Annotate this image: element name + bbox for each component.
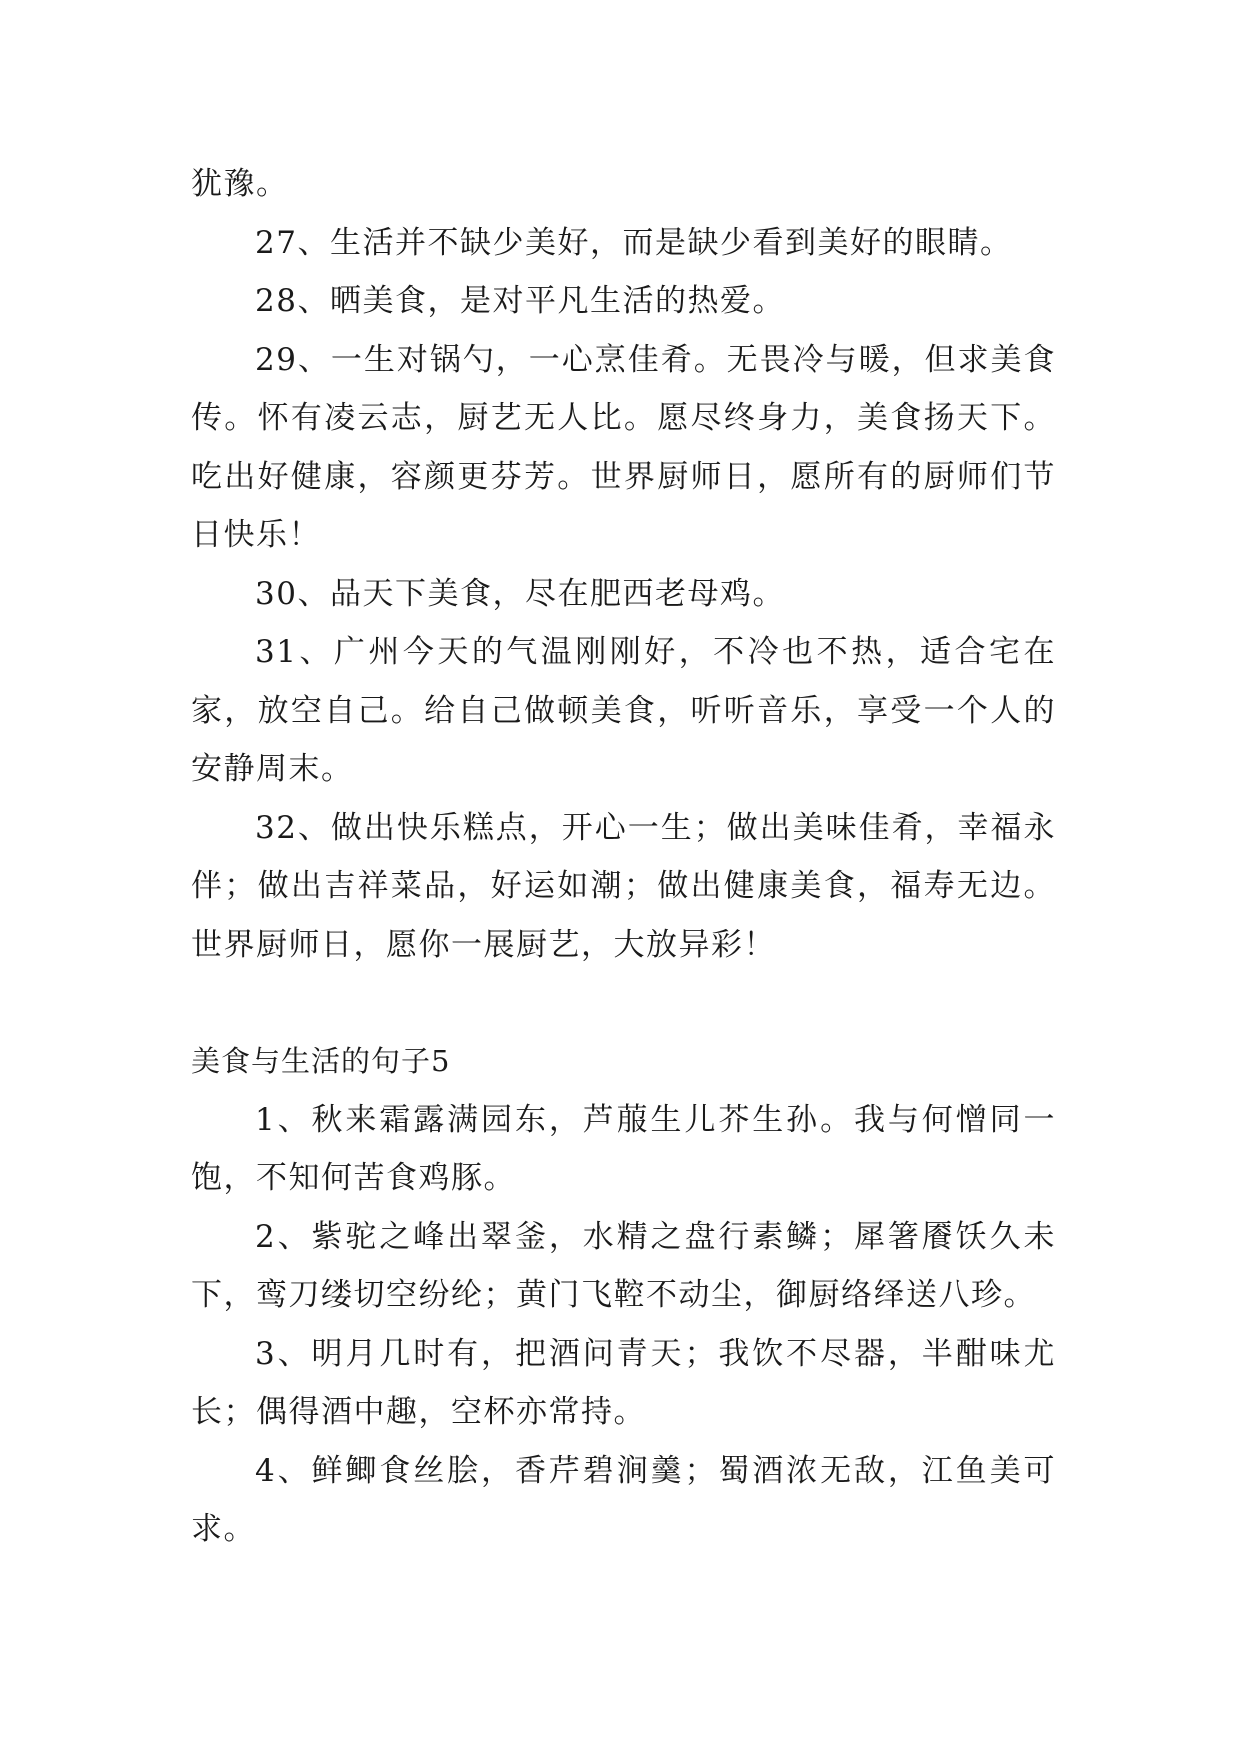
text-column bbox=[191, 155, 1056, 1559]
list-item: 30、品天下美食，尽在肥西老母鸡。 bbox=[255, 575, 785, 612]
continuation-text: 犹豫。 bbox=[191, 166, 289, 202]
list-item: 28、晒美食，是对平凡生活的热爱。 bbox=[255, 283, 785, 319]
list-item: 29、一生对锅勺，一心烹佳肴。无畏冷与暖，但求美食传。怀有凌云志，厨艺无人比。愿尽终身力，美食扬天下。吃出好健康，容颜更芬芳。世界厨师日，愿所有的厨师们节日快乐！ bbox=[191, 341, 1056, 553]
list-item: 1、秋来霜露满园东，芦菔生儿芥生孙。我与何憎同一饱，不知何苦食鸡豚。 bbox=[191, 1101, 1056, 1196]
list-item: 4、鲜鲫食丝脍，香芹碧涧羹；蜀酒浓无敌，江鱼美可求。 bbox=[191, 1452, 1056, 1547]
section-heading: 美食与生活的句子5 bbox=[191, 1044, 451, 1078]
list-item: 31、广州今天的气温刚刚好，不冷也不热，适合宅在家，放空自己。给自己做顿美食，听听音乐，享受一个人的安静周末。 bbox=[191, 634, 1056, 787]
list-item: 27、生活并不缺少美好，而是缺少看到美好的眼睛。 bbox=[255, 224, 1013, 261]
list-item: 3、明月几时有，把酒问青天；我饮不尽器，半酣味尤长；偶得酒中趣，空杯亦常持。 bbox=[191, 1335, 1056, 1430]
list-item: 32、做出快乐糕点，开心一生；做出美味佳肴，幸福永伴；做出吉祥菜品，好运如潮；做出健康美食，福寿无边。世界厨师日，愿你一展厨艺，大放异彩！ bbox=[191, 809, 1056, 963]
list-item: 2、紫驼之峰出翠釜，水精之盘行素鳞；犀箸餍饫久未下，鸾刀缕切空纷纶；黄门飞鞚不动尘，御厨络绎送八珍。 bbox=[191, 1218, 1056, 1313]
